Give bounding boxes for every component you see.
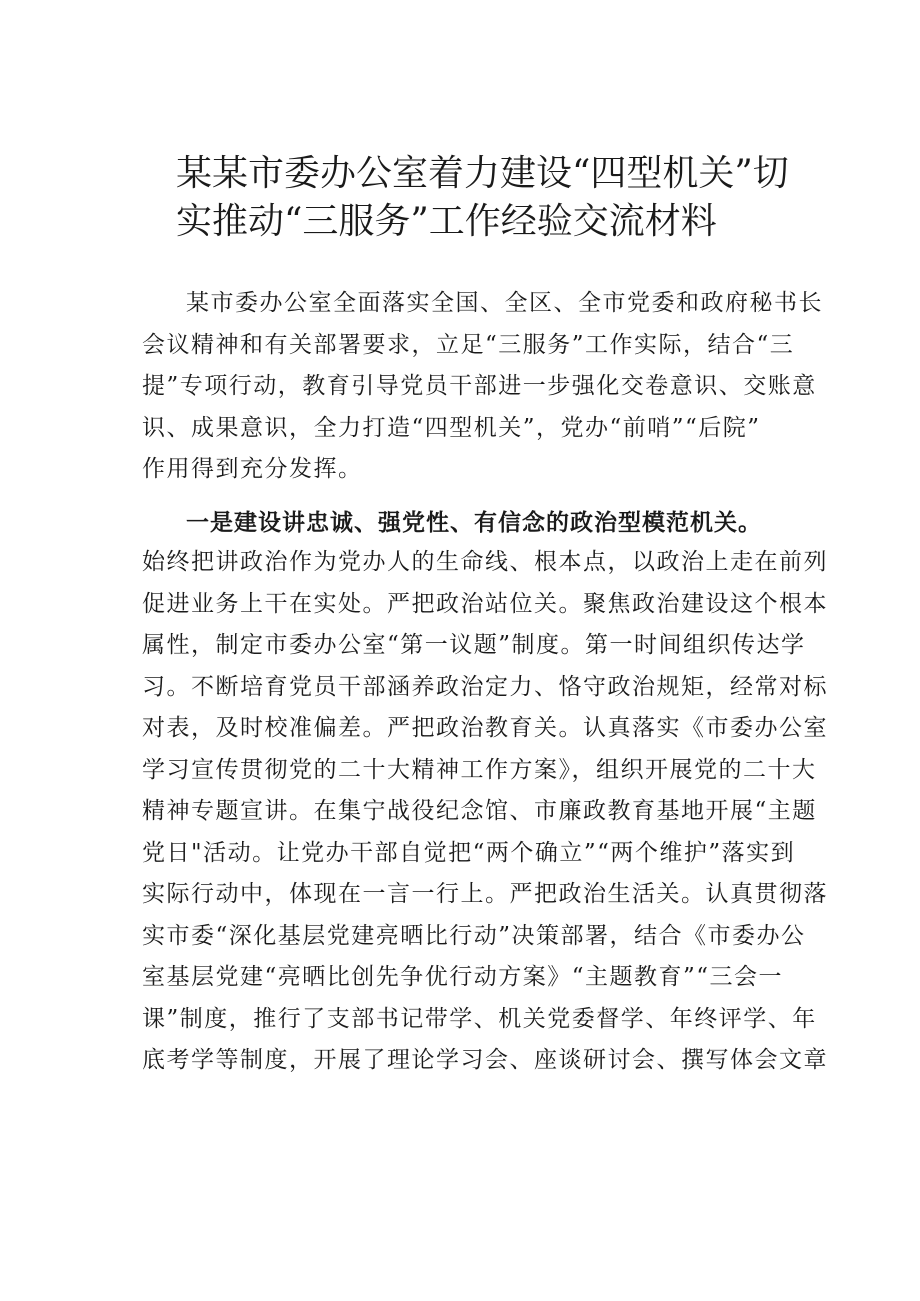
paragraph-line: 属性，制定市委办公室“第一议题”制度。第一时间组织传达学 — [142, 632, 806, 658]
paragraph-line: 始终把讲政治作为党办人的生命线、根本点，以政治上走在前列 — [142, 549, 828, 575]
section-heading: 一是建设讲忠诚、强党性、有信念的政治型模范机关。 — [186, 509, 762, 536]
paragraph-line: 底考学等制度，开展了理论学习会、座谈研讨会、撰写体会文章 — [142, 1047, 828, 1073]
paragraph-line: 对表，及时校准偏差。严把政治教育关。认真落实《市委办公室 — [142, 715, 828, 741]
paragraph-line: 习。不断培育党员干部涵养政治定力、恪守政治规矩，经常对标 — [142, 673, 828, 700]
title-line: 实推动“三服务”工作经验交流材料 — [176, 201, 717, 242]
paragraph-line: 实市委“深化基层党建亮晒比行动”决策部署，结合《市委办公 — [142, 922, 806, 949]
paragraph-line: 促进业务上干在实处。严把政治站位关。聚焦政治建设这个根本 — [142, 590, 828, 617]
paragraph-line: 学习宣传贯彻党的二十大精神工作方案》，组织开展党的二十大 — [142, 756, 817, 783]
title-line: 某某市委办公室着力建设“四型机关”切 — [176, 153, 789, 194]
paragraph-line: 党日"活动。让党办干部自觉把“两个确立”“两个维护”落实到 — [142, 839, 796, 866]
paragraph-line: 会议精神和有关部署要求，立足“三服务”工作实际，结合“三 — [142, 331, 795, 358]
paragraph-line: 课”制度，推行了支部书记带学、机关党委督学、年终评学、年 — [142, 1005, 817, 1032]
paragraph-line: 提”专项行动，教育引导党员干部进一步强化交卷意识、交账意 — [142, 373, 817, 399]
paragraph-line: 室基层党建“亮晒比创先争优行动方案》“主题教育”“三会一 — [142, 964, 784, 990]
intro-paragraph — [142, 283, 823, 491]
paragraph-line: 实际行动中，体现在一言一行上。严把政治生活关。认真贯彻落 — [142, 881, 828, 907]
section-paragraph — [142, 542, 828, 1082]
paragraph-line: 识、成果意识，全力打造“四型机关”，党办“前哨”“后院” — [142, 414, 761, 441]
paragraph-line: 某市委办公室全面落实全国、全区、全市党委和政府秘书长 — [186, 290, 823, 316]
document-title — [176, 150, 816, 246]
paragraph-line: 精神专题宣讲。在集宁战役纪念馆、市廉政教育基地开展“主题 — [142, 798, 817, 824]
paragraph-line: 作用得到充分发挥。 — [142, 456, 363, 482]
